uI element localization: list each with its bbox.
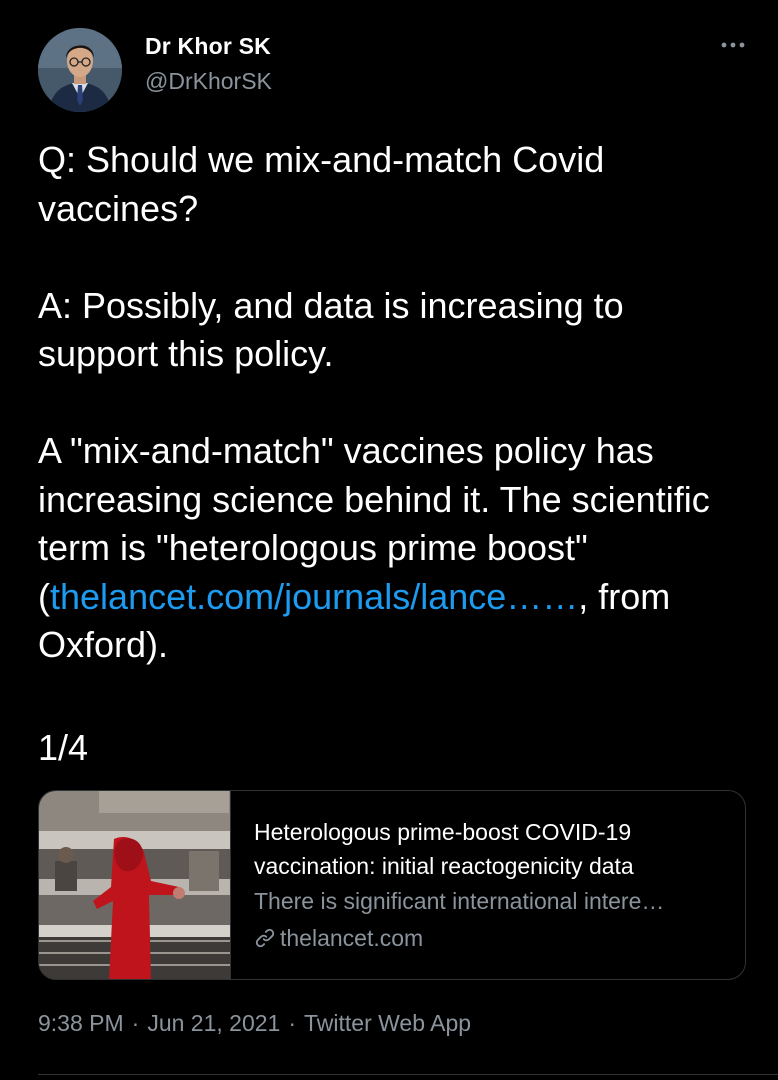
tweet-date[interactable]: Jun 21, 2021 <box>147 1010 281 1036</box>
card-title: Heterologous prime-boost COVID-19 vaccination: initial reactogenicity data <box>254 819 634 879</box>
tweet-paragraph-text: A "mix-and-match" vaccines policy has increasing science behind it. The scientific term is "heterologous prime boost" ( <box>38 430 710 617</box>
card-body <box>254 815 724 957</box>
link-icon <box>254 927 276 949</box>
tweet-link-text: thelancet.com/journals/lance <box>50 575 507 617</box>
card-description: There is significant international intere… <box>254 888 665 914</box>
card-domain <box>254 919 724 957</box>
author-name[interactable]: Dr Khor SK <box>145 33 271 59</box>
tweet-meta <box>38 1010 471 1037</box>
divider <box>38 1074 778 1075</box>
tweet-link[interactable] <box>50 576 578 617</box>
card-thumbnail <box>39 791 231 980</box>
tweet-client[interactable]: Twitter Web App <box>304 1010 472 1036</box>
profile-photo <box>38 28 122 112</box>
tweet-text <box>38 136 738 718</box>
card-domain-text: thelancet.com <box>280 925 424 951</box>
meta-separator: · <box>131 1010 140 1036</box>
avatar[interactable] <box>38 28 122 112</box>
meta-separator: · <box>288 1010 297 1036</box>
more-options-icon[interactable] <box>718 36 748 54</box>
tweet-paragraph <box>38 427 738 670</box>
tweet-paragraph: A: Possibly, and data is increasing to support this policy. <box>38 284 624 374</box>
thread-count: 1/4 <box>38 727 89 768</box>
tweet-time[interactable]: 9:38 PM <box>38 1010 124 1036</box>
tweet-paragraph-text: , from Oxford). <box>38 575 671 665</box>
tweet-link-ellipsis: …… <box>506 575 579 617</box>
link-preview-card[interactable] <box>38 790 746 980</box>
tweet-paragraph: Q: Should we mix-and-match Covid vaccines? <box>38 139 605 229</box>
author-handle[interactable]: @DrKhorSK <box>145 68 272 94</box>
